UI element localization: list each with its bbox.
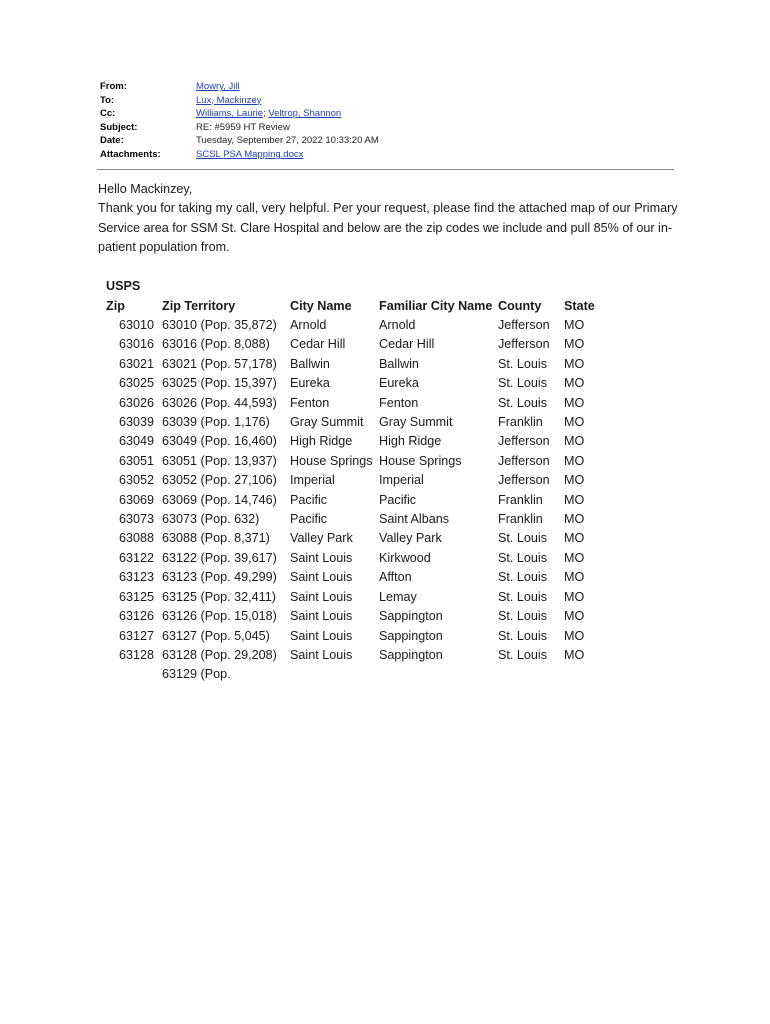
cell-state: MO — [564, 337, 585, 352]
cell-state: MO — [564, 570, 585, 585]
cell-zip: 63016 — [118, 337, 154, 352]
cell-state: MO — [564, 531, 585, 546]
cell-city: Pacific — [290, 512, 328, 527]
from-label: From: — [100, 81, 127, 92]
cell-familiar-city: Lemay — [379, 589, 417, 604]
email-body — [98, 180, 688, 258]
cell-county: St. Louis — [498, 628, 548, 643]
header-zip-territory: Zip Territory — [162, 298, 236, 313]
table-header-row — [98, 276, 604, 316]
cell-state: MO — [564, 647, 585, 662]
table-row — [98, 568, 604, 587]
table-row — [98, 529, 604, 548]
cc-separator: ; — [263, 108, 269, 120]
cell-zip: 63073 — [118, 512, 154, 527]
cell-city: Arnold — [290, 318, 327, 332]
cell-zip — [98, 665, 162, 684]
cell-state: MO — [564, 453, 585, 468]
cell-state: MO — [564, 589, 585, 604]
cell-city: Ballwin — [290, 356, 330, 371]
cell-city: Gray Summit — [290, 415, 364, 430]
cell-city — [290, 665, 379, 684]
cell-state: MO — [564, 492, 585, 507]
cell-county: Franklin — [498, 415, 543, 430]
cell-familiar-city: Fenton — [379, 395, 419, 410]
cell-zip: 63088 — [118, 531, 154, 546]
cell-familiar-city: Sappington — [379, 609, 443, 624]
email-header — [100, 80, 379, 162]
subject-row — [100, 121, 379, 135]
table-row — [98, 394, 604, 413]
cell-zip: 63025 — [118, 376, 154, 391]
cell-county — [498, 665, 564, 684]
from-row — [100, 80, 379, 94]
cell-territory: 63026 (Pop. 44,593) — [162, 395, 277, 410]
cell-city: Saint Louis — [290, 647, 353, 662]
cell-territory: 63122 (Pop. 39,617) — [162, 550, 277, 565]
attachments-row — [100, 148, 379, 162]
table-row — [98, 627, 604, 646]
header-usps-zip: USPS Zip — [106, 279, 141, 313]
cell-territory: 63049 (Pop. 16,460) — [162, 434, 277, 449]
cell-familiar-city: House Springs — [379, 453, 462, 468]
cell-county: St. Louis — [498, 356, 548, 371]
cell-city: High Ridge — [290, 434, 353, 449]
date-row — [100, 134, 379, 148]
cell-familiar-city: Gray Summit — [379, 415, 453, 430]
to-link[interactable]: Lux, Mackinzey — [196, 94, 262, 106]
cell-familiar-city: Pacific — [379, 492, 417, 507]
cell-city: Valley Park — [290, 531, 353, 546]
attachment-link[interactable]: SCSL PSA Mapping.docx — [196, 148, 304, 160]
cell-county: Franklin — [498, 512, 543, 527]
cell-territory: 63088 (Pop. 8,371) — [162, 531, 270, 546]
header-county: County — [498, 298, 542, 313]
table-row — [98, 374, 604, 393]
cc-row — [100, 107, 379, 121]
subject-value: RE: #5959 HT Review — [196, 121, 290, 133]
cell-county: Jefferson — [498, 434, 550, 449]
cc-link-1[interactable]: Williams, Laurie — [196, 108, 264, 120]
date-value: Tuesday, September 27, 2022 10:33:20 AM — [196, 135, 379, 147]
cell-state: MO — [564, 415, 585, 430]
cell-territory: 63052 (Pop. 27,106) — [162, 473, 277, 488]
header-city-name: City Name — [290, 298, 352, 313]
cell-state: MO — [564, 318, 585, 332]
cell-territory: 63039 (Pop. 1,176) — [162, 415, 270, 430]
from-link[interactable]: Mowry, Jill — [196, 81, 240, 92]
cell-state — [564, 665, 604, 684]
cell-county: Jefferson — [498, 337, 550, 352]
cell-county: St. Louis — [498, 531, 548, 546]
subject-label: Subject: — [100, 121, 138, 133]
cell-state: MO — [564, 434, 585, 449]
cell-territory: 63069 (Pop. 14,746) — [162, 492, 277, 507]
header-state: State — [564, 298, 595, 313]
cell-state: MO — [564, 628, 585, 643]
cell-county: St. Louis — [498, 376, 548, 391]
cell-territory: 63126 (Pop. 15,018) — [162, 609, 277, 624]
cell-zip: 63052 — [118, 473, 154, 488]
cell-familiar-city: Valley Park — [379, 531, 442, 546]
cell-city: Cedar Hill — [290, 337, 346, 352]
cell-city: House Springs — [290, 453, 373, 468]
cell-city: Eureka — [290, 376, 330, 391]
cell-territory: 63010 (Pop. 35,872) — [162, 318, 277, 332]
cell-zip: 63021 — [118, 356, 154, 371]
cell-zip: 63049 — [118, 434, 154, 449]
cell-zip: 63127 — [118, 628, 154, 643]
table-body — [98, 316, 604, 685]
cell-familiar-city: Arnold — [379, 318, 416, 332]
cell-state: MO — [564, 550, 585, 565]
cell-county: St. Louis — [498, 609, 548, 624]
header-divider — [97, 169, 674, 170]
cc-label: Cc: — [100, 108, 116, 120]
cell-county: Jefferson — [498, 453, 550, 468]
cell-city: Saint Louis — [290, 628, 353, 643]
cell-territory: 63128 (Pop. 29,208) — [162, 647, 277, 662]
cell-territory: 63073 (Pop. 632) — [162, 512, 260, 527]
cell-familiar-city: Sappington — [379, 628, 443, 643]
cell-state: MO — [564, 356, 585, 371]
cell-territory: 63051 (Pop. 13,937) — [162, 453, 277, 468]
cell-city: Pacific — [290, 492, 328, 507]
cell-zip: 63125 — [118, 589, 154, 604]
cell-familiar-city: High Ridge — [379, 434, 442, 449]
cell-zip: 63126 — [118, 609, 154, 624]
cell-territory: 63123 (Pop. 49,299) — [162, 570, 277, 585]
date-label: Date: — [100, 135, 124, 147]
table-row — [98, 646, 604, 665]
table-row — [98, 413, 604, 432]
cell-territory: 63016 (Pop. 8,088) — [162, 337, 270, 352]
table-row — [98, 452, 604, 471]
cell-city: Saint Louis — [290, 589, 353, 604]
cell-county: St. Louis — [498, 395, 548, 410]
cell-familiar-city: Cedar Hill — [379, 337, 435, 352]
cell-city: Saint Louis — [290, 570, 353, 585]
cell-zip: 63010 — [118, 318, 154, 332]
cell-city: Saint Louis — [290, 550, 353, 565]
table-row — [98, 607, 604, 626]
table-row — [98, 432, 604, 451]
cell-county: St. Louis — [498, 647, 548, 662]
attachments-label: Attachments: — [100, 148, 161, 160]
cell-state: MO — [564, 473, 585, 488]
cell-zip: 63039 — [118, 415, 154, 430]
table-row — [98, 665, 604, 684]
cell-familiar-city: Ballwin — [379, 356, 419, 371]
table-row — [98, 549, 604, 568]
cell-county: Franklin — [498, 492, 543, 507]
cell-familiar-city: Affton — [379, 570, 412, 585]
table-row — [98, 335, 604, 354]
table-row — [98, 491, 604, 510]
cell-territory: 63025 (Pop. 15,397) — [162, 376, 277, 391]
cell-county: St. Louis — [498, 570, 548, 585]
cell-familiar-city: Eureka — [379, 376, 419, 391]
cell-city: Fenton — [290, 395, 330, 410]
cell-familiar-city: Kirkwood — [379, 550, 431, 565]
cell-city: Saint Louis — [290, 609, 353, 624]
greeting: Hello Mackinzey, — [98, 182, 193, 196]
to-label: To: — [100, 94, 115, 106]
cell-county: Jefferson — [498, 473, 550, 488]
header-familiar-city-name: Familiar City Name — [379, 298, 493, 313]
cell-familiar-city: Imperial — [379, 473, 424, 488]
zip-table — [98, 276, 604, 685]
cell-zip: 63026 — [118, 395, 154, 410]
to-row — [100, 94, 379, 108]
table-row — [98, 588, 604, 607]
cell-zip: 63128 — [118, 647, 154, 662]
table-row — [98, 471, 604, 490]
cell-county: St. Louis — [498, 589, 548, 604]
cell-state: MO — [564, 395, 585, 410]
cell-city: Imperial — [290, 473, 335, 488]
cell-state: MO — [564, 512, 585, 527]
cell-familiar-city: Sappington — [379, 647, 443, 662]
cell-zip: 63122 — [118, 550, 154, 565]
cell-territory: 63127 (Pop. 5,045) — [162, 628, 270, 643]
cell-territory: 63125 (Pop. 32,411) — [162, 589, 276, 604]
message: Thank you for taking my call, very helpful. Per your request, please find the attached map of our Primary Service area for SSM St. Clare Hospital and below are the zip codes we include and pull 85% of our in-patient population from. — [98, 201, 678, 255]
table-row — [98, 355, 604, 374]
cell-zip: 63123 — [118, 570, 154, 585]
cell-familiar-city: Saint Albans — [379, 512, 450, 527]
cell-county: Jefferson — [498, 318, 550, 332]
cell-county: St. Louis — [498, 550, 548, 565]
cell-territory: 63129 (Pop. — [162, 667, 231, 682]
table-row — [98, 316, 604, 335]
cell-zip: 63069 — [118, 492, 154, 507]
cell-territory: 63021 (Pop. 57,178) — [162, 356, 277, 371]
table-row — [98, 510, 604, 529]
cc-link-2[interactable]: Veltrop, Shannon — [268, 108, 342, 120]
cell-zip: 63051 — [118, 453, 154, 468]
cell-state: MO — [564, 376, 585, 391]
cell-familiar-city — [379, 665, 498, 684]
cell-state: MO — [564, 609, 585, 624]
